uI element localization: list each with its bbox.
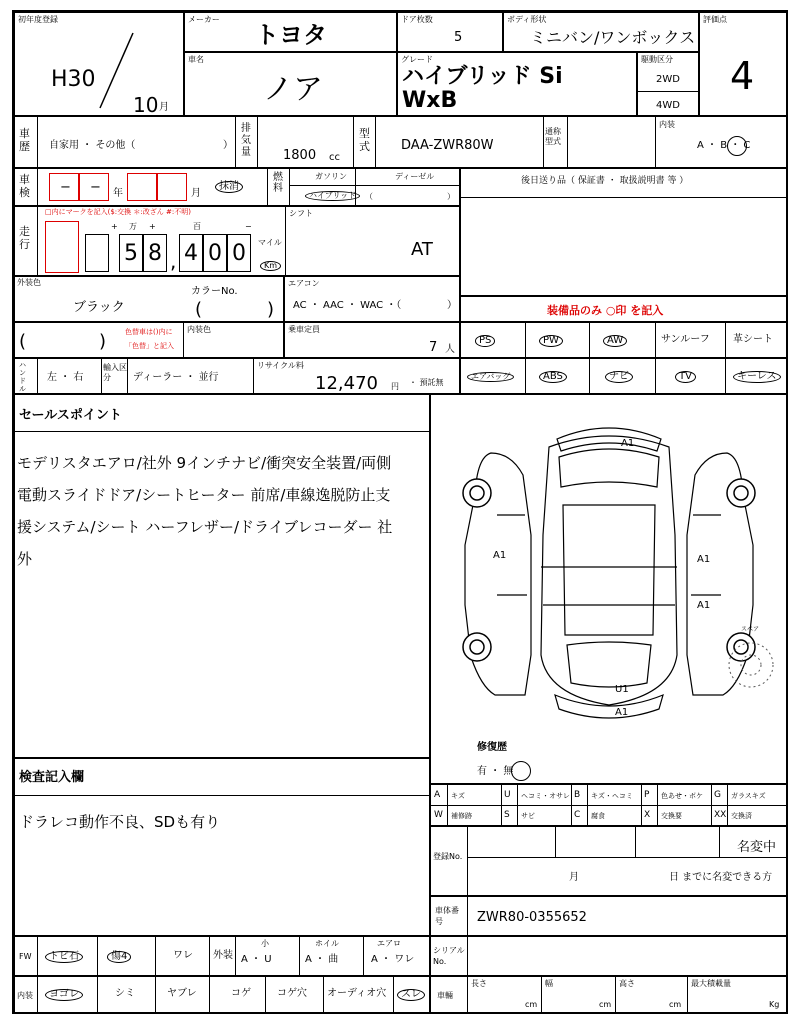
- plus-mark-2: +: [149, 222, 156, 231]
- equip-abs: ABS: [539, 371, 567, 383]
- capacity-label: 乗車定員: [288, 325, 320, 334]
- recycle-value: 12,470: [315, 373, 378, 394]
- body-label: ボディ形状: [507, 15, 547, 24]
- legend-desc: ヘコミ・オサレ: [521, 792, 570, 800]
- length-label: 長さ: [471, 979, 487, 988]
- color-no-close: ): [267, 299, 275, 320]
- first-reg-year: H30: [51, 67, 96, 92]
- grade-label: グレード: [401, 55, 433, 64]
- plus-mark-1: +: [111, 222, 118, 231]
- inspection-year-unit: 年: [113, 188, 123, 199]
- drive-4wd: 4WD: [656, 100, 680, 111]
- score-box: [699, 12, 788, 116]
- legend-code: X: [644, 810, 651, 820]
- odo-digit-4: 0: [203, 234, 227, 272]
- fuel-gasoline: ガソリン: [315, 172, 347, 181]
- legend-code: S: [504, 810, 510, 820]
- odo-digit-2: 8: [143, 234, 167, 272]
- car-name-label: 車名: [188, 55, 204, 64]
- legend-code: B: [574, 790, 581, 800]
- sales-line-1: モデリスタエアロ/社外 9インチナビ/衝突安全装置/両側: [17, 454, 392, 472]
- int-tear: ヤブレ: [167, 988, 197, 999]
- sales-line-2: 電動スライドドア/シートヒーター 前席/車線逸脱防止支: [17, 486, 391, 504]
- inspection-year-box2[interactable]: −: [79, 173, 109, 201]
- weight-unit: Kg: [769, 1000, 780, 1009]
- equip-navi: ナビ: [605, 371, 633, 383]
- recycle-status: ・ 預託無: [409, 378, 444, 387]
- aircon-close: ）: [447, 300, 457, 311]
- color-change-note-1: 色替車は()内に: [125, 328, 173, 336]
- sales-line-4: 外: [17, 550, 33, 568]
- usage-close: ）: [223, 140, 233, 151]
- legend-desc: キズ: [451, 792, 465, 800]
- length-unit: cm: [525, 1000, 538, 1009]
- fw-crack: ワレ: [173, 950, 193, 961]
- dimensions-box: [430, 976, 788, 1014]
- interior-grades: A ・ B ・ C: [697, 140, 751, 151]
- model-label: 型式: [359, 127, 370, 153]
- auction-sheet: [12, 10, 788, 1014]
- inspection-month-unit: 月: [191, 188, 201, 199]
- damage-mark-right-1: A1: [697, 554, 711, 565]
- equip-ps: PS: [475, 335, 495, 347]
- ext-label: 外装: [213, 950, 233, 961]
- color-change-box: [14, 322, 284, 358]
- int-burn-hole: コゲ穴: [277, 988, 307, 999]
- legend-code: G: [714, 790, 721, 800]
- handle-label: ハンドル: [19, 361, 26, 393]
- recycle-unit: 円: [391, 382, 399, 391]
- maker-box: [184, 12, 397, 52]
- name-change-status: 名変中: [737, 840, 777, 855]
- recycle-label: リサイクル料: [257, 361, 304, 370]
- displacement-value: 1800: [283, 148, 317, 163]
- legend-code: XX: [714, 810, 727, 820]
- int-row-label: 内装: [17, 991, 33, 1000]
- wheel-label: ホイル: [315, 939, 339, 948]
- history-row: [14, 116, 788, 168]
- int-stain: シミ: [115, 988, 135, 999]
- model-value: DAA-ZWR80W: [401, 138, 494, 153]
- equipment-row-1: [460, 322, 788, 358]
- man-label: 万: [129, 222, 137, 231]
- legend-desc: 色あせ・ボケ: [661, 792, 703, 800]
- mileage-note: □内にマークを記入($:交換 ＊:改ざん #:不明): [45, 208, 191, 216]
- doors-label: ドア枚数: [401, 15, 433, 24]
- legend-code: A: [434, 790, 441, 800]
- equipment-header: 装備品のみ ○印 を記入: [547, 304, 664, 317]
- docs-label: 後日送り品（ 保証書 ・ 取扱説明書 等 ）: [521, 176, 689, 186]
- body-box: [503, 12, 699, 52]
- fuel-other-open: （: [365, 192, 373, 201]
- weight-label: 最大積載量: [691, 979, 731, 988]
- capacity-value: 7: [429, 340, 438, 355]
- aircon-label: エアコン: [288, 279, 320, 288]
- damage-mark-front: A1: [621, 438, 635, 449]
- width-unit: cm: [599, 1000, 612, 1009]
- damage-mark-rear-u1: U1: [615, 684, 629, 695]
- inspection-notes-label: 検査記入欄: [19, 770, 85, 785]
- doors-value: 5: [454, 30, 463, 45]
- int-dirt: ヨゴレ: [45, 989, 83, 1001]
- color-no-label: カラーNo.: [191, 286, 238, 297]
- inspection-row: [14, 168, 460, 206]
- int-wear: スレ: [397, 989, 425, 1001]
- shift-value: AT: [411, 239, 433, 260]
- int-burn: コゲ: [231, 988, 251, 999]
- doors-box: [397, 12, 503, 52]
- inspection-month-box1[interactable]: [127, 173, 157, 201]
- car-diagram: [431, 395, 787, 735]
- inspection-notes-text: ドラレコ動作不良、SDも有り: [19, 813, 221, 831]
- serial-label: シリアルNo.: [433, 946, 465, 966]
- equip-keyless: キーレス: [733, 371, 781, 383]
- vin-value: ZWR80-0355652: [477, 910, 587, 925]
- int-audio-hole: オーディオ穴: [327, 988, 387, 999]
- legend-code: P: [644, 790, 650, 800]
- mileage-row: [14, 206, 460, 276]
- maker-label: メーカー: [188, 15, 220, 24]
- fuel-hybrid: ハイブリッド: [305, 191, 360, 201]
- equip-airbag: エアバッグ: [467, 372, 514, 382]
- legend-desc: サビ: [521, 812, 535, 820]
- legend-desc: 補修跡: [451, 812, 472, 820]
- maker-value: トヨタ: [255, 21, 327, 49]
- odo-digit-empty: [85, 234, 109, 272]
- odo-digit-3: 4: [179, 234, 203, 272]
- vin-box: [430, 896, 788, 936]
- dims-label: 車輛: [437, 991, 453, 1000]
- inspection-notes-box: [14, 758, 430, 936]
- damage-mark-left: A1: [493, 550, 507, 561]
- shift-label: シフト: [289, 209, 313, 218]
- minus-mark: −: [245, 222, 252, 231]
- color-change-open: (: [19, 331, 27, 352]
- aero-label: エアロ: [377, 939, 401, 948]
- fw-row: [14, 936, 430, 976]
- aircon-options: AC ・ AAC ・ WAC ・（: [293, 300, 402, 311]
- height-label: 高さ: [619, 979, 635, 988]
- interior-color-label: 内装色: [187, 325, 211, 334]
- first-registration-box: [14, 12, 184, 116]
- equip-tv: TV: [675, 371, 696, 383]
- usage-value: 自家用 ・ その他（: [49, 140, 136, 151]
- legend-table: [430, 784, 788, 826]
- odo-comma: ,: [170, 249, 177, 273]
- name-change-month: 月: [569, 872, 579, 883]
- serial-box: [430, 936, 788, 976]
- sales-point-box: [14, 394, 430, 758]
- registration-box: [430, 826, 788, 896]
- drive-2wd: 2WD: [656, 74, 680, 85]
- displacement-label: 排気量: [241, 123, 251, 158]
- aero-value: A ・ ワレ: [371, 954, 415, 965]
- car-diagram-box: [430, 394, 788, 784]
- small-value: A ・ U: [241, 954, 272, 965]
- grade-box: [397, 52, 637, 116]
- legend-code: W: [434, 810, 443, 820]
- legend-desc: 交換要: [661, 812, 682, 820]
- drive-label: 駆動区分: [641, 55, 673, 64]
- legend-desc: 交換済: [731, 812, 752, 820]
- mileage-label: 走行: [19, 225, 30, 251]
- color-change-note-2: 「色替」と記入: [125, 342, 174, 350]
- repair-history-label: 修復歴: [477, 742, 507, 753]
- capacity-box: [284, 322, 460, 358]
- fw-scratch: 傷4: [107, 951, 131, 963]
- handle-value: 左 ・ 右: [47, 372, 84, 383]
- repair-history-circle: [511, 761, 531, 781]
- sales-point-text: [17, 447, 429, 575]
- fw-chip: トビ石: [45, 951, 83, 963]
- first-reg-label: 初年度登録: [18, 15, 58, 24]
- fuel-other-close: ）: [447, 192, 455, 201]
- inspection-status: 抹消: [215, 181, 243, 193]
- damage-mark-right-2: A1: [697, 600, 711, 611]
- legend-code: C: [574, 810, 581, 820]
- equip-leather: 革シート: [733, 334, 773, 345]
- color-no-open: (: [195, 299, 203, 320]
- common-model-label: 通称型式: [545, 127, 561, 146]
- history-label: 車歴: [19, 127, 30, 153]
- legend-code: U: [504, 790, 511, 800]
- repair-history-value: 有 ・ 無: [477, 766, 514, 777]
- odo-digit-1: 5: [119, 234, 143, 272]
- equipment-header-box: [460, 296, 788, 322]
- exterior-color-label: 外装色: [17, 278, 41, 287]
- month-unit: 月: [159, 102, 169, 113]
- legend-desc: ガラスキズ: [731, 792, 766, 800]
- width-label: 幅: [545, 979, 553, 988]
- color-change-close: ): [99, 331, 107, 352]
- mileage-mark-box[interactable]: [45, 221, 79, 273]
- import-label: 輸入区分: [103, 363, 127, 382]
- vin-label: 車体番号: [435, 906, 459, 926]
- drive-box: [637, 52, 699, 116]
- equip-pw: PW: [539, 335, 563, 347]
- interior-damage-row: [14, 976, 430, 1014]
- handle-row: [14, 358, 460, 394]
- hyaku-label: 百: [193, 222, 201, 231]
- car-name-value: ノア: [263, 72, 323, 107]
- score-label: 評価点: [703, 15, 727, 24]
- fuel-diesel: ディーゼル: [395, 172, 435, 181]
- reg-no-label: 登録No.: [433, 852, 463, 861]
- equip-aw: AW: [603, 335, 627, 347]
- grade-value: ハイブリッド Si WxB: [402, 64, 563, 113]
- fw-label: FW: [19, 952, 32, 961]
- import-value: ディーラー ・ 並行: [133, 372, 219, 383]
- legend-desc: キズ・ヘコミ: [591, 792, 633, 800]
- interior-grade-circle: [727, 136, 747, 156]
- inspection-label: 車検: [19, 173, 30, 199]
- inspection-month-box2[interactable]: [157, 173, 187, 201]
- capacity-unit: 人: [445, 344, 455, 355]
- km-label: Km: [260, 261, 281, 271]
- sales-point-label: セールスポイント: [19, 408, 122, 423]
- damage-mark-rear-a1: A1: [615, 707, 629, 718]
- exterior-color-value: ブラック: [73, 300, 125, 315]
- equipment-row-2: [460, 358, 788, 394]
- first-reg-month: 10: [133, 93, 159, 117]
- height-unit: cm: [669, 1000, 682, 1009]
- exterior-color-box: [14, 276, 284, 322]
- fuel-label: 燃料: [273, 172, 283, 194]
- mile-label: マイル: [258, 238, 282, 247]
- sales-line-3: 援システム/シート ハーフレザー/ドライブレコーダー 社: [17, 518, 393, 536]
- inspection-year-box1[interactable]: −: [49, 173, 79, 201]
- spare-label: スペア: [741, 626, 760, 633]
- interior-label: 内装: [659, 120, 675, 129]
- docs-box: [460, 168, 788, 296]
- car-name-box: [184, 52, 397, 116]
- body-value: ミニバン/ワンボックス: [530, 28, 696, 47]
- odo-digit-5: 0: [227, 234, 251, 272]
- small-label: 小: [261, 939, 269, 948]
- equip-sunroof: サンルーフ: [661, 334, 710, 345]
- score-value: 4: [730, 54, 755, 98]
- wheel-value: A ・ 曲: [305, 954, 339, 965]
- legend-desc: 腐食: [591, 812, 605, 820]
- name-change-deadline: 日 までに名変できる方: [669, 872, 773, 883]
- displacement-unit: cc: [329, 152, 340, 163]
- aircon-box: [284, 276, 460, 322]
